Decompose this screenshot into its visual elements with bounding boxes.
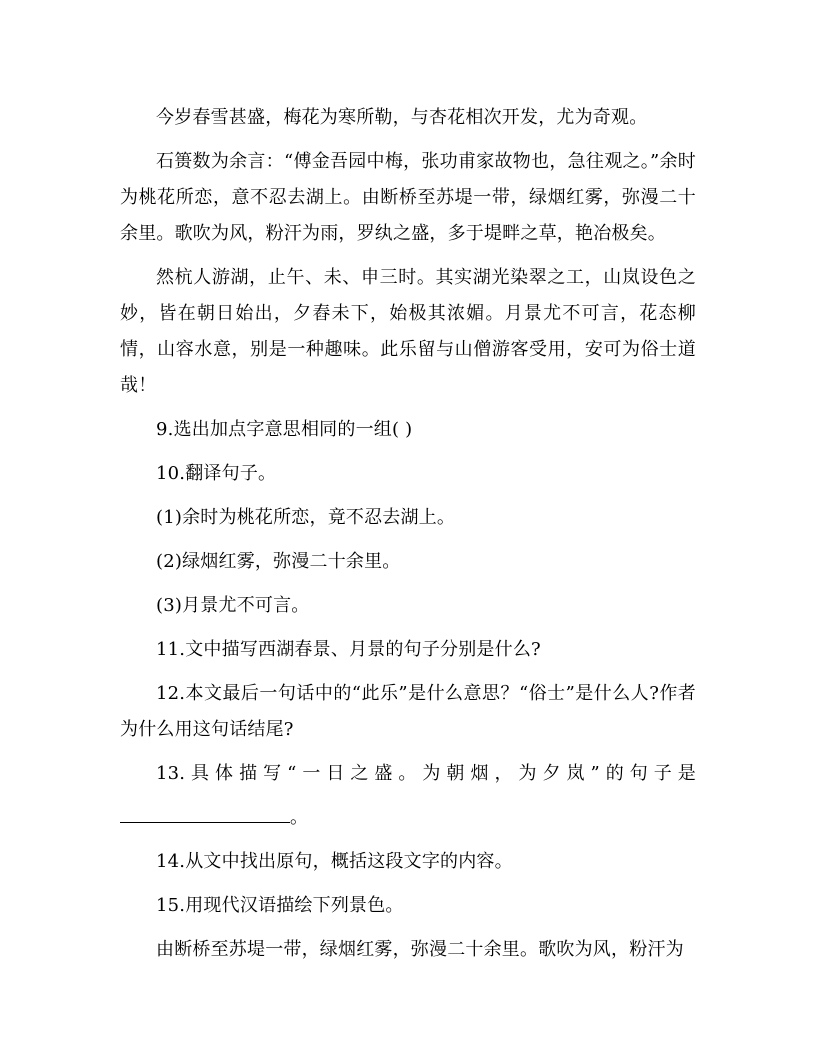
document-page xyxy=(120,100,696,976)
question-10-item-2: (2)绿烟红雾，弥漫二十余里。 xyxy=(156,551,401,572)
question-13-answer-line xyxy=(120,800,696,836)
question-13 xyxy=(120,756,696,792)
question-13-end: 。 xyxy=(290,807,309,828)
question-13-text: 13.具体描写“一日之盛。为朝烟，为夕岚”的句子是 xyxy=(156,763,696,784)
question-12: 12.本文最后一句话中的“此乐”是什么意思？“俗士”是什么人?作者为什么用这句话结尾? xyxy=(120,683,696,740)
passage-paragraph-2: 石篑数为余言：“傅金吾园中梅，张功甫家故物也，急往观之。”余时为桃花所恋，意不忍去湖上。由断桥至苏堤一带，绿烟红雾，弥漫二十余里。歌吹为风，粉汗为雨，罗纨之盛，多于堤畔之草，艳冶极矣。 xyxy=(120,151,696,244)
passage-paragraph-1: 今岁春雪甚盛，梅花为寒所勒，与杏花相次开发，尤为奇观。 xyxy=(156,107,648,128)
question-10-item-3: (3)月景尤不可言。 xyxy=(156,595,310,616)
question-10: 10.翻译句子。 xyxy=(156,463,277,484)
question-14: 14.从文中找出原句，概括这段文字的内容。 xyxy=(156,851,513,872)
question-15: 15.用现代汉语描绘下列景色。 xyxy=(156,895,404,916)
question-9: 9.选出加点字意思相同的一组( ) xyxy=(156,419,413,440)
question-15-text: 由断桥至苏堤一带，绿烟红雾，弥漫二十余里。歌吹为风，粉汗为 xyxy=(156,939,684,960)
passage-paragraph-3: 然杭人游湖，止午、未、申三时。其实湖光染翠之工，山岚设色之妙，皆在朝日始出，夕舂未下，始极其浓媚。月景尤不可言，花态柳情，山容水意，别是一种趣味。此乐留与山僧游客受用，安可为俗士道哉！ xyxy=(120,267,696,396)
question-11: 11.文中描写西湖春景、月景的句子分别是什么? xyxy=(156,639,541,660)
answer-blank[interactable] xyxy=(120,800,290,823)
question-10-item-1: (1)余时为桃花所恋，竟不忍去湖上。 xyxy=(156,507,456,528)
